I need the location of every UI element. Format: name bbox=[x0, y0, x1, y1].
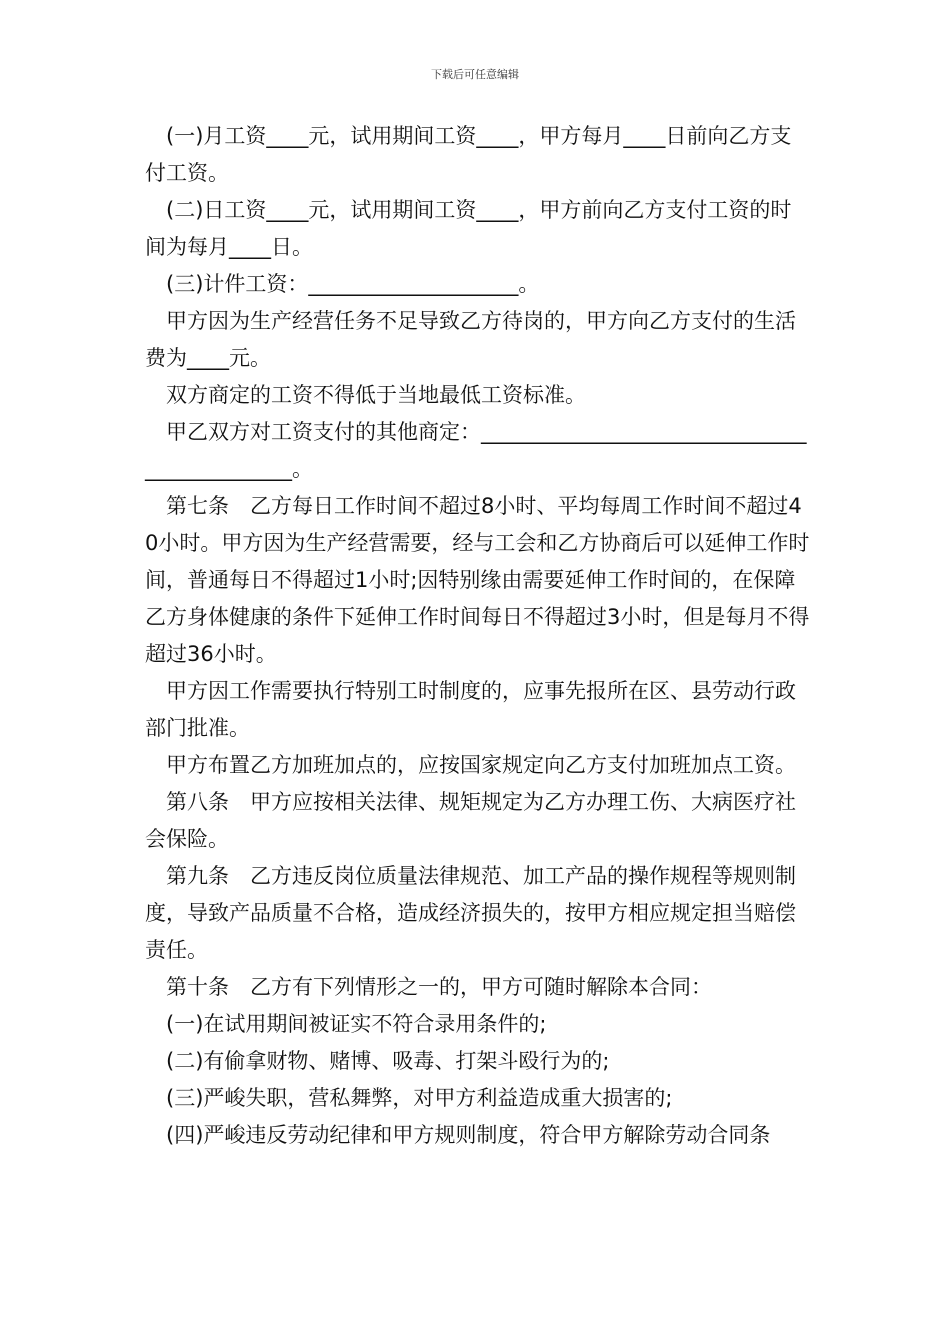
list-item: (二)有偷拿财物、赌博、吸毒、打架斗殴行为的; bbox=[166, 1049, 610, 1073]
paragraph: (一)月工资____元，试用期间工资____，甲方每月____日前向乙方支付工资。 bbox=[145, 124, 792, 185]
paragraph: (三)计件工资：____________________。 bbox=[166, 272, 540, 296]
article-ten: 第十条 乙方有下列情形之一的，甲方可随时解除本合同： bbox=[166, 975, 712, 999]
page-header: 下载后可任意编辑 bbox=[431, 68, 519, 81]
list-item: (三)严峻失职，营私舞弊，对甲方利益造成重大损害的; bbox=[166, 1086, 673, 1110]
paragraph: 甲乙双方对工资支付的其他商定：_____________________________________________。 bbox=[145, 420, 807, 481]
article-eight: 第八条 甲方应按相关法律、规矩规定为乙方办理工伤、大病医疗社会保险。 bbox=[145, 790, 796, 851]
article-nine: 第九条 乙方违反岗位质量法律规范、加工产品的操作规程等规则制度，导致产品质量不合格，造成经济损失的，按甲方相应规定担当赔偿责任。 bbox=[145, 864, 796, 962]
article-seven: 第七条 乙方每日工作时间不超过8小时、平均每周工作时间不超过40小时。甲方因为生产经营需要，经与工会和乙方协商后可以延伸工作时间，普通每日不得超过1小时;因特别缘由需要延伸工作时间的，在保障乙方身体健康的条件下延伸工作时间每日不得超过3小时，但是每月不得超过36小时。 bbox=[145, 494, 810, 666]
list-item: (一)在试用期间被证实不符合录用条件的; bbox=[166, 1012, 547, 1036]
document-body bbox=[145, 118, 810, 1154]
paragraph: (二)日工资____元，试用期间工资____，甲方前向乙方支付工资的时间为每月____日。 bbox=[145, 198, 792, 259]
paragraph: 甲方布置乙方加班加点的，应按国家规定向乙方支付加班加点工资。 bbox=[166, 753, 796, 777]
paragraph: 甲方因工作需要执行特别工时制度的，应事先报所在区、县劳动行政部门批准。 bbox=[145, 679, 796, 740]
paragraph: 双方商定的工资不得低于当地最低工资标准。 bbox=[166, 383, 586, 407]
paragraph: 甲方因为生产经营任务不足导致乙方待岗的，甲方向乙方支付的生活费为____元。 bbox=[145, 309, 796, 370]
list-item: (四)严峻违反劳动纪律和甲方规则制度，符合甲方解除劳动合同条 bbox=[166, 1123, 771, 1147]
